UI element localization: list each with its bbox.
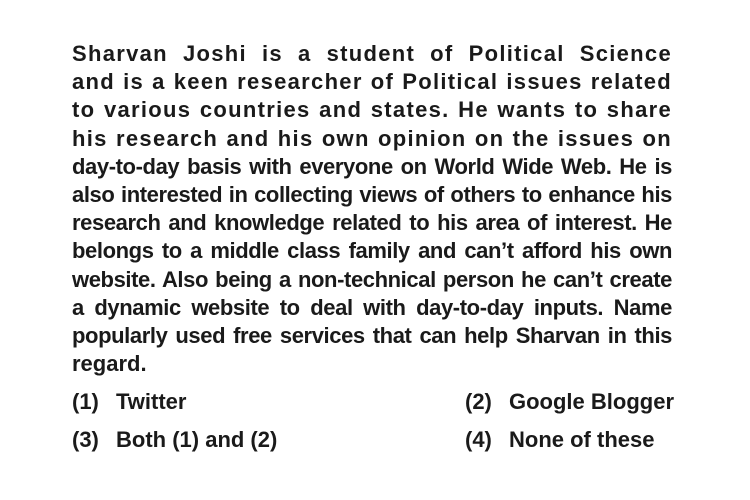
question-text: [72, 40, 672, 378]
question-line: his research and his own opinion on the issues on: [72, 125, 672, 151]
options-row: [72, 388, 682, 426]
option-number: (4): [465, 427, 492, 452]
option-label: None of these: [509, 427, 655, 452]
option-label: Twitter: [116, 389, 187, 414]
question-line: a dynamic website to deal with day-to-day inputs. Name: [72, 294, 672, 320]
question-line: regard.: [72, 351, 147, 377]
question-line: popularly used free services that can help Sharvan in this: [72, 322, 672, 348]
question-line: day-to-day basis with everyone on World Wide Web. He is: [72, 153, 672, 179]
option-number: (2): [465, 389, 492, 414]
option-label: Both (1) and (2): [116, 427, 278, 452]
option-1[interactable]: [72, 388, 186, 416]
question-line: website. Also being a non-technical person he can’t create: [72, 266, 672, 292]
question-line: to various countries and states. He wants to share: [72, 97, 672, 123]
option-number: (1): [72, 389, 99, 414]
question-line: also interested in collecting views of others to enhance his: [72, 181, 672, 207]
question-line: research and knowledge related to his area of interest. He: [72, 210, 672, 236]
option-number: (3): [72, 427, 99, 452]
question-line: and is a keen researcher of Political issues related: [72, 69, 672, 95]
question-line: belongs to a middle class family and can’t afford his own: [72, 238, 672, 264]
option-2[interactable]: [465, 388, 674, 416]
option-3[interactable]: [72, 426, 277, 454]
option-label: Google Blogger: [509, 389, 674, 414]
option-4[interactable]: [465, 426, 654, 454]
answer-options: [72, 388, 682, 464]
question-line: Sharvan Joshi is a student of Political Science: [72, 41, 672, 66]
options-row: [72, 426, 682, 464]
